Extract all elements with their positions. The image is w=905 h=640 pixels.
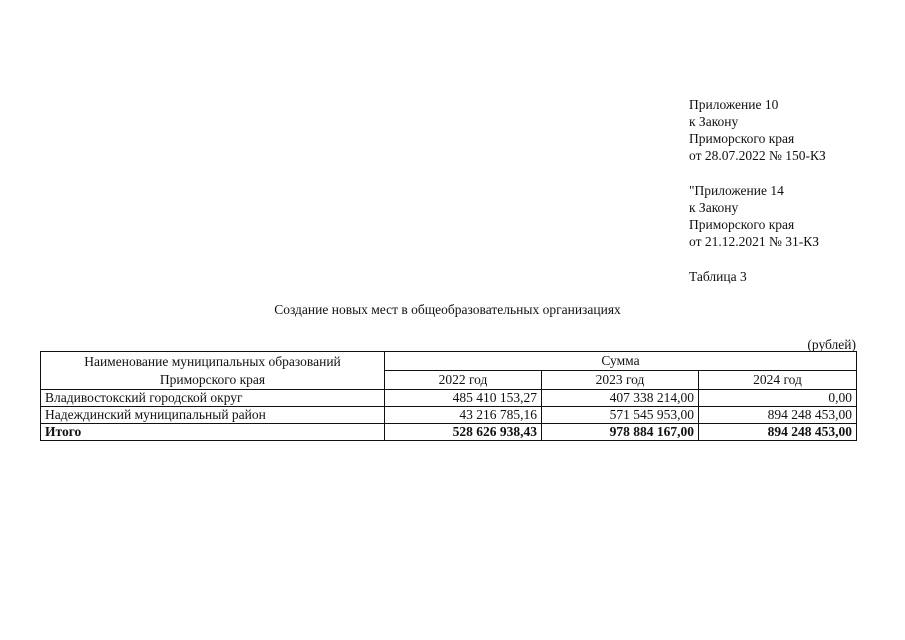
appendix-current-line-2: к Закону — [689, 114, 739, 129]
municipality-name: Владивостокский городской округ — [41, 390, 385, 407]
appendix-original-line-2: к Закону — [689, 200, 739, 215]
municipality-name: Надеждинский муниципальный район — [41, 407, 385, 424]
amount-2023: 571 545 953,00 — [542, 407, 699, 424]
table-row — [41, 390, 857, 407]
amount-2024: 0,00 — [699, 390, 857, 407]
appendix-original-line-4: от 21.12.2021 № 31-КЗ — [689, 234, 819, 249]
table-header-row — [41, 352, 857, 371]
total-row — [41, 424, 857, 441]
amount-2022: 43 216 785,16 — [385, 407, 542, 424]
appendix-current-line-4: от 28.07.2022 № 150-КЗ — [689, 148, 826, 163]
appendix-original-reference — [689, 182, 889, 250]
total-label: Итого — [41, 424, 385, 441]
total-2024: 894 248 453,00 — [699, 424, 857, 441]
municipality-column-header — [41, 352, 385, 390]
document-title: Создание новых мест в общеобразовательных организациях — [274, 302, 621, 317]
year-header-2022: 2022 год — [385, 371, 542, 390]
municipality-header-line-1: Наименование муниципальных образований — [84, 353, 341, 369]
appendix-current-reference — [689, 96, 889, 164]
sum-column-header: Сумма — [385, 352, 857, 371]
units-label: (рублей) — [807, 337, 856, 352]
appendix-current-line-3: Приморского края — [689, 131, 795, 146]
year-header-2023: 2023 год — [542, 371, 699, 390]
total-2023: 978 884 167,00 — [542, 424, 699, 441]
total-2022: 528 626 938,43 — [385, 424, 542, 441]
year-header-2024: 2024 год — [699, 371, 857, 390]
table-row — [41, 407, 857, 424]
amount-2023: 407 338 214,00 — [542, 390, 699, 407]
amount-2024: 894 248 453,00 — [699, 407, 857, 424]
appendix-original-line-3: Приморского края — [689, 217, 795, 232]
municipality-header-line-2: Приморского края — [159, 371, 266, 387]
appendix-original-line-1: "Приложение 14 — [689, 183, 784, 198]
table-number: Таблица 3 — [689, 269, 747, 284]
amount-2022: 485 410 153,27 — [385, 390, 542, 407]
appendix-current-line-1: Приложение 10 — [689, 97, 779, 112]
budget-table — [40, 351, 857, 441]
